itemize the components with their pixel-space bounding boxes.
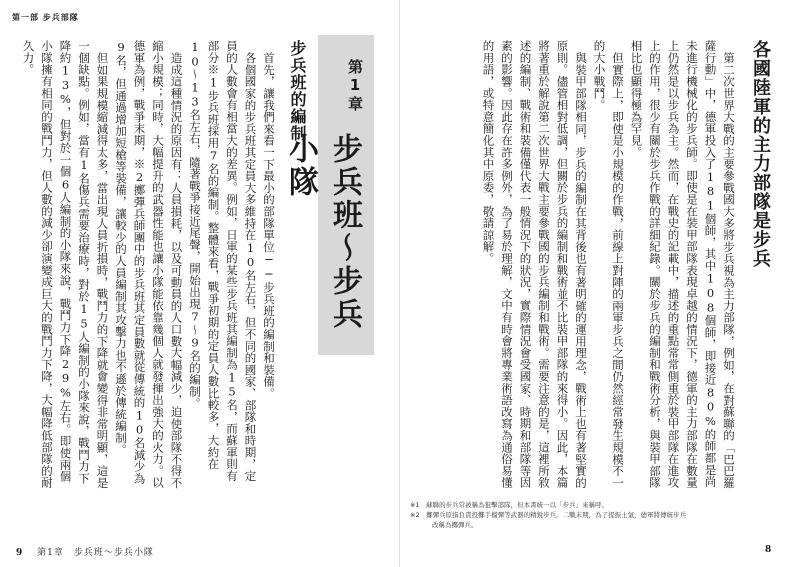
paragraph: 首先，讓我們來看一下最小的部隊單位──步兵班的編制和裝備。 xyxy=(262,51,276,399)
left-footer xyxy=(16,545,154,558)
paragraph: 各個國家的步兵班其定員大多維持在10名左右，但不同的國家、部隊和時期，定員的人數會有相當大的差異。例如，日軍的某些步兵班其編制為15名，而蘇軍則有部分※1步兵班採用7名的編制。整體來看，戰爭初期的定員人數比較多，大約在10～13名左右，隨著戰爭接近尾聲，開始出現7～9名的編制。 xyxy=(188,40,258,482)
footnote: ※2 擲彈兵原指負責投擲手榴彈等武器的精銳步兵。二戰末期，為了提振士氣，德軍將傳統步兵 xyxy=(410,511,687,519)
paragraph: 但實際上，即使是小規模的作戰，前線上對陣的兩軍步兵之間仍然經常發生規模不一的大小戰鬥。 xyxy=(592,40,625,489)
left-footer-chapter: 第1章 步兵班～步兵小隊 xyxy=(37,548,154,558)
footnote: 改稱為擲彈兵。 xyxy=(432,521,478,529)
page-gutter xyxy=(399,0,400,567)
left-page-number: 9 xyxy=(16,548,24,558)
right-body-text xyxy=(480,40,738,490)
right-page-number: 8 xyxy=(765,545,772,555)
paragraph: 但如果規模縮減得太多，當出現人員折損時，戰鬥力的下降就會變得非常明顯，這是一個缺點。例如，當有1名傷兵需要治療時，對於15人編制的小隊來說，戰鬥力下降約13%，但對於一個6人編制的小隊來說，戰鬥力下降29%左右。即使兩個小隊擁有相同的戰鬥力，但人數的減少卻演變成巨大的戰鬥力下降，大幅降低部隊的耐久力。 xyxy=(21,40,110,489)
chapter-label: 第1章 xyxy=(346,59,364,113)
footnotes xyxy=(410,500,750,530)
paragraph: 第二次世界大戰的主要參戰國大多將步兵視為主力部隊，例如，在對蘇聯的「巴巴羅薩行動」中，德軍投入了181個師，其中108個師，即接近80%的師都是尚未進行機械化的步兵師。即使是在裝甲部隊表現卓越的情況下，德軍的主力部隊在數量上仍然是以步兵為主。然而，在戰史的記載中，描述的重點常常側重於裝甲部隊在進攻上的作用，很少有關於步兵作戰的詳細紀錄。關於步兵的編制和戰術分析，與裝甲部隊相比也顯得極為罕見。 xyxy=(629,40,736,489)
paragraph: 與裝甲部隊相同，步兵的編制在其背後也有著明確的運用理念，戰術上也有著堅實的原則。儘管相對低調，但關於步兵的編制和戰術並不比裝甲部隊的來得小。因此，本篇將著重於解說第二次世界大戰主要參戰國的步兵編制和戰術。需要注意的是，這裡所敘述的編制、戰術和裝備僅代表一般情況下的狀況，實際情況會受國家、時期和部隊等因素的影響。因此存在許多例外，為了易於理解，文中有時會將專業術語改寫為通俗易懂的用語，或特意簡化其中原委，敬請諒解。 xyxy=(481,40,588,489)
chapter-title: 步兵班～步兵小隊 xyxy=(283,133,362,331)
right-section-title: 各國陸軍的主力部隊是步兵 xyxy=(750,40,771,268)
paragraph: 造成這種情況的原因有：人員損耗，以及可動員的人口數大幅減少，迫使部隊不得不縮小規模；同時，大幅提升的武器性能也讓小隊能依靠幾個人就發揮出強大的火力。以德軍為例，戰爭末期，※2擲彈兵師團中的步兵班其定員數就從傳統的10名減少為9名，但通過增加短槍等裝備，讓較少的人員編制其攻擊力也不遜於傳統編制。 xyxy=(114,40,184,489)
left-section-title: 步兵班的編制 xyxy=(288,40,307,142)
left-body-text xyxy=(21,40,278,490)
running-header: 第一部 步兵部隊 xyxy=(12,13,79,22)
footnote: ※1 蘇聯的步兵常被稱為狙擊部隊，但本書統一以「步兵」來稱呼。 xyxy=(410,501,609,509)
